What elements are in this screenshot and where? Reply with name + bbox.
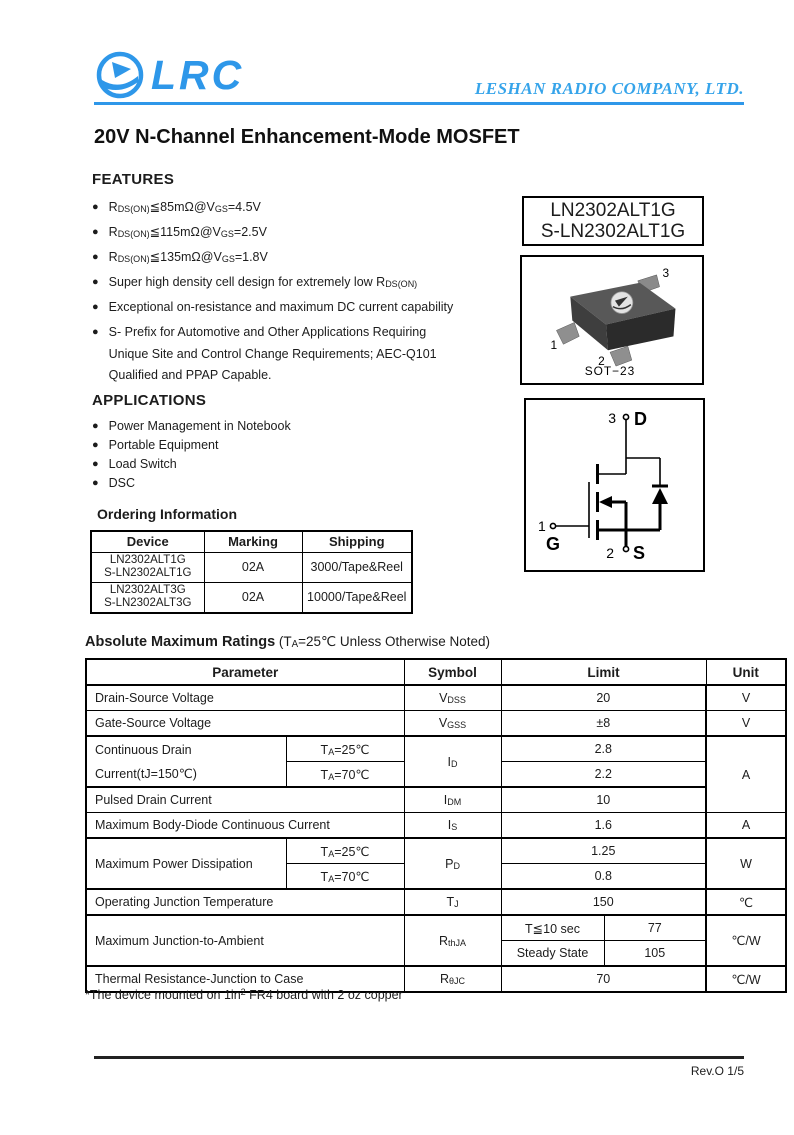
feature-item: ● Super high density cell design for extremely low $R_{DS(ON)}$ (92, 272, 524, 294)
footer-rule (94, 1056, 744, 1059)
source-label: S (633, 543, 646, 563)
features-heading: FEATURES (92, 171, 175, 188)
bullet-icon: ● (92, 419, 99, 432)
ordering-header-row (91, 531, 412, 553)
table-footnote: *The device mounted on $1in^2$ FR4 board with 2 oz copper (85, 986, 403, 1002)
gate-pin-number: 1 (538, 518, 546, 534)
ratings-row-rejc: Thermal Resistance-Junction to Case $R_{\theta JC}$ 70 ℃/W (86, 966, 786, 992)
bullet-icon: ● (92, 226, 99, 238)
ordering-row (91, 552, 412, 582)
part-number-line2: S-LN2302ALT1G (540, 221, 686, 242)
features-list (92, 197, 524, 387)
ratings-row-continuous-drain-b: $T_A=70℃$ 2.2 (86, 762, 786, 788)
gate-label: G (546, 534, 561, 554)
ratings-row-op-temp: Operating Junction Temperature $T_J$ 150 ℃ (86, 889, 786, 915)
ratings-row-power-a: Maximum Power Dissipation $T_A=25℃$ $P_D$ 1.25 W (86, 838, 786, 864)
pin3-label: 3 (662, 265, 670, 280)
lrc-logo (94, 48, 244, 102)
bullet-icon: ● (92, 326, 99, 338)
ordering-heading: Ordering Information (97, 505, 237, 522)
application-item: ● Load Switch (92, 455, 524, 474)
lrc-logo-circle-icon (94, 48, 146, 102)
feature-item: ● $R_{DS(ON)}≦115m\Omega@V_{GS}=2.5V$ (92, 222, 524, 244)
ratings-row-continuous-drain-a: Continuous Drain Current(tJ=150℃) $T_A=25℃$ $I_D$ 2.8 A (86, 736, 786, 762)
ratings-row-pulsed: Pulsed Drain Current $I_{DM}$ 10 (86, 787, 786, 813)
sot23-package-image (522, 257, 698, 379)
bullet-icon: ● (92, 457, 99, 470)
pin2-label: 2 (598, 354, 605, 369)
device-cell: LN2302ALT3G S-LN2302ALT3G (91, 582, 204, 613)
left-column (92, 171, 524, 614)
shipping-cell: 10000/Tape&Reel (302, 582, 412, 613)
ordering-col-device: Device (91, 531, 204, 553)
package-box (520, 255, 704, 385)
bullet-icon: ● (92, 276, 99, 288)
bullet-icon: ● (92, 301, 99, 313)
ratings-row-drain-source: Drain-Source Voltage $V_{DSS}$ 20 V (86, 685, 786, 711)
feature-item: ● S- Prefix for Automotive and Other Applications Requiring Unique Site and Control Change Requirements; AEC-Q101 Qualified and PPAP Capable. (92, 322, 524, 387)
application-item: ● DSC (92, 474, 524, 493)
source-pin-number: 2 (606, 545, 614, 561)
ratings-row-gate-source: Gate-Source Voltage $V_{GSS}$ ±8 V (86, 711, 786, 737)
marking-cell: 02A (204, 552, 302, 582)
ratings-heading: Absolute Maximum Ratings ($T_A=25℃$ Unless Otherwise Noted) (85, 634, 490, 651)
mosfet-symbol-box (524, 398, 705, 572)
ratings-row-rthja-a: Maximum Junction-to-Ambient $R_{thJA}$ T≦10 sec 77 ℃/W (86, 915, 786, 941)
drain-pin-number: 3 (608, 410, 616, 426)
ratings-row-power-b: $T_A=70℃$ 0.8 (86, 864, 786, 890)
ratings-table (85, 658, 787, 993)
marking-cell: 02A (204, 582, 302, 613)
part-number-box (522, 196, 704, 246)
header-rule (94, 102, 744, 105)
bullet-icon: ● (92, 438, 99, 451)
mosfet-symbol-diagram (526, 400, 699, 566)
feature-item: ● Exceptional on-resistance and maximum DC current capability (92, 297, 524, 319)
ordering-row (91, 582, 412, 613)
package-caption: SOT−23 (584, 364, 636, 379)
ordering-col-marking: Marking (204, 531, 302, 553)
bullet-icon: ● (92, 201, 99, 213)
ordering-col-shipping: Shipping (302, 531, 412, 553)
bullet-icon: ● (92, 476, 99, 489)
applications-heading: APPLICATIONS (92, 391, 207, 409)
part-number-line1: LN2302ALT1G (550, 200, 676, 221)
applications-list (92, 417, 524, 493)
application-item: ● Portable Equipment (92, 436, 524, 455)
ratings-row-body-diode: Maximum Body-Diode Continuous Current $I_S$ 1.6 A (86, 813, 786, 839)
feature-item: ● $R_{DS(ON)}≦135m\Omega@V_{GS}=1.8V$ (92, 247, 524, 269)
application-item: ● Power Management in Notebook (92, 417, 524, 436)
device-cell: LN2302ALT1G S-LN2302ALT1G (91, 552, 204, 582)
ratings-row-rthja-b: Steady State 105 (86, 941, 786, 967)
page-title: 20V N-Channel Enhancement-Mode MOSFET (94, 126, 520, 148)
ordering-table (90, 530, 413, 614)
revision-page-number: Rev.O 1/5 (690, 1064, 744, 1078)
ratings-header-row: Parameter Symbol Limit Unit (86, 659, 786, 685)
logo-text: LRC (151, 51, 245, 98)
bullet-icon: ● (92, 251, 99, 263)
pin1-label: 1 (550, 338, 558, 353)
shipping-cell: 3000/Tape&Reel (302, 552, 412, 582)
company-name: LESHAN RADIO COMPANY, LTD. (474, 79, 744, 98)
feature-item: ● $R_{DS(ON)}≦85m\Omega@V_{GS}=4.5V$ (92, 197, 524, 219)
drain-label: D (634, 409, 647, 429)
